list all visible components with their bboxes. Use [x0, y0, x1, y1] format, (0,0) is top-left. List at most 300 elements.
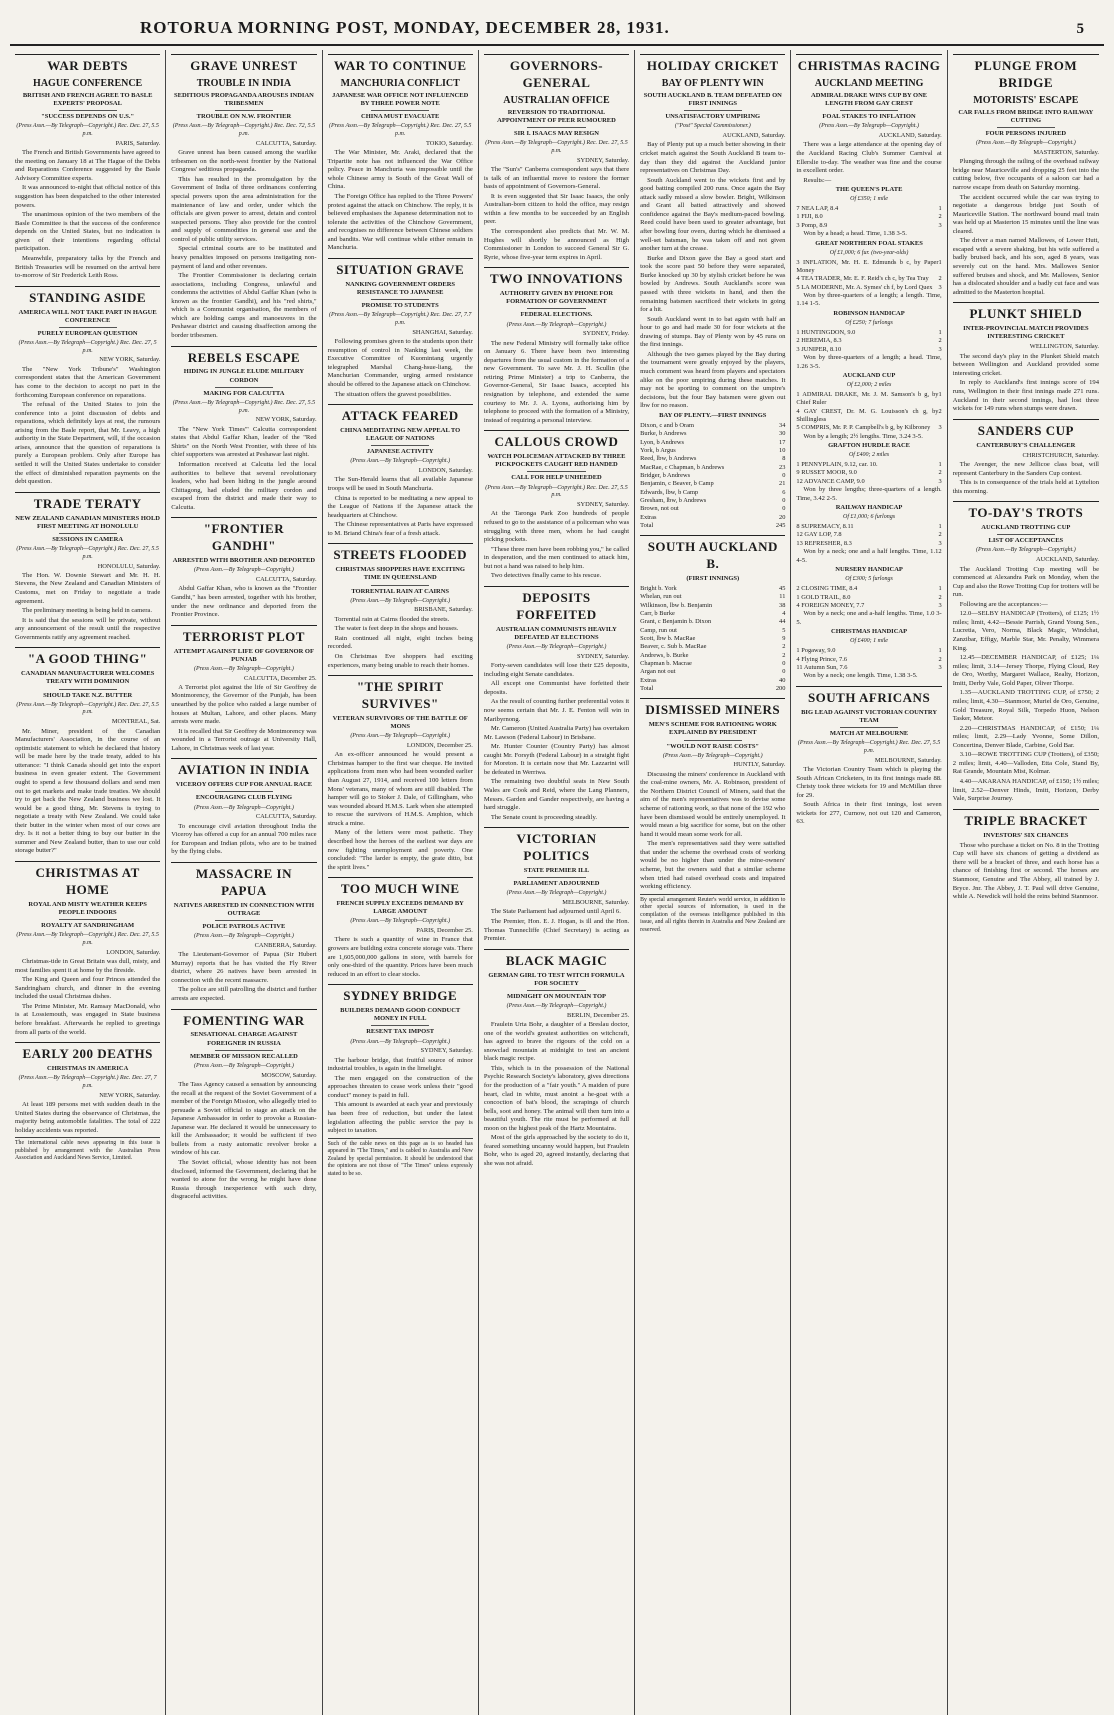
horse-name: 1 PENNYPLAIN, 9.12, car. 10.: [796, 461, 878, 469]
article-deck: MAKING FOR CALCUTTA: [203, 389, 285, 397]
race-note: Won by a neck; one length. Time, 1.38 3-5.: [803, 672, 918, 680]
score-row: [640, 447, 785, 455]
paragraph: 12.0—SELBY HANDICAP (Trotters), of £125; 1½ miles; limit, 4.42—Bessie Parrish, Grand Young Sen., Lucretia, Vero, Norma, Black Magic, Windchat, Zanzibar, Effigy, Marble Star, Mr. Penalty, Wimmera King.: [952, 610, 1099, 652]
article-headline: DEPOSITS FORFEITED: [484, 586, 629, 624]
score-value: 44: [779, 618, 786, 626]
paragraph: To encourage civil aviation throughout India the Viceroy has offered a cup for an annual 700 miles race for European and Indian pilots, who are to be trained by the flying clubs.: [171, 822, 317, 856]
placing: 3: [938, 283, 942, 291]
article-subhead: AUSTRALIAN OFFICE: [503, 94, 610, 106]
article-deck: TROUBLE ON N.W. FRONTIER: [196, 113, 292, 121]
dateline: LONDON, Saturday.: [106, 948, 161, 956]
placing: 3: [938, 477, 942, 485]
divider-rule: [215, 110, 273, 111]
press-credit: (Press Assn.—By Telegraph—Copyright.) Rec. Dec. 27, 5.5 p.m.: [485, 140, 628, 154]
divider-rule: [527, 990, 585, 991]
column-6: [791, 50, 947, 1715]
press-credit: (Press Assn.—By Telegraph—Copyright.): [350, 733, 451, 740]
scoreboard-title: BAY OF PLENTY.—FIRST INNINGS: [659, 411, 767, 419]
article-subhead: HAGUE CONFERENCE: [33, 77, 143, 89]
paragraph: South Africa in their first innings, lost seven wickets for 277, Curnow, not out 120 and Cameron, 63.: [796, 801, 942, 826]
score-value: 2: [782, 643, 786, 651]
race-name: GRAFTON HURDLE RACE: [828, 442, 910, 450]
score-row: [640, 489, 785, 497]
paragraph: Those who purchase a ticket on No. 8 in the Trotting Cup will have six chances of getting a dividend as there will be a bracket of three, and each horse has a chance of finishing first or second. The horses are Stanmoor, Genuine and The Abbey, all trained by J. Bryce. Jnr. The Abbey, J. T. Paul will drive Genuine, while A. Newdick will hold the reins behind Stanmoor.: [952, 841, 1099, 901]
article-headline: DISMISSED MINERS: [640, 698, 785, 719]
race-row: [796, 284, 941, 292]
race-row: [796, 259, 941, 276]
paragraph: 12.45—DECEMBER HANDICAP, of £125; 1¼ miles; limit, 3.14—Jersey Thorpe, Flying Cloud, Rey de Oro, Worthy, Margaret Wallace, Realty, Horizon, Imitt, Derby Vale, Gold Paper, Oliver Thorpe.: [952, 654, 1099, 687]
paragraph: The French and British Governments have agreed to the meeting on January 18 at The Hague of the Debts and Reparations Conference suggested by the Basle Advisory Committee experts.: [15, 149, 161, 182]
score-name: Beaver, c. Sub b. MacRae: [640, 643, 707, 651]
dateline: CALCUTTA, Saturday.: [255, 576, 317, 584]
paragraph: The unanimous opinion of the two members of the Basle Committee is that the success of the conference depends on the United States, but no indication is given of their intentions regarding official participation.: [15, 211, 161, 253]
article: [953, 302, 1099, 413]
score-name: Total: [640, 521, 654, 529]
race-results: [796, 647, 941, 672]
article-deck: JAPANESE ACTIVITY: [366, 448, 434, 456]
dateline: AUCKLAND, Saturday.: [1036, 556, 1099, 564]
dateline: SHANGHAI, Saturday.: [412, 328, 473, 336]
paragraph: Forty-seven candidates will lose their £25 deposits, including eight Senate candidates.: [483, 662, 630, 678]
divider-rule: [215, 920, 273, 921]
placing: 3: [938, 601, 942, 609]
race-row: [796, 523, 941, 531]
paragraph: Plunging through the railing of the overhead railway bridge near Mauriceville and dropping 25 feet into the cutting below, five occupants of a saloon car had a narrow escape from death on Saturday morning.: [952, 158, 1099, 191]
footnote: By special arrangement Reuter's world service, in addition to other special sources of information, is used in the compilation of the overseas intelligence published in this issue, and all rights therein in Australia and New Zealand are reserved.: [640, 894, 785, 935]
press-credit: (Press Assn.—By Telegraph—Copyright.) Rec. Dec. 27, 7.7 p.m.: [328, 312, 472, 326]
race-row: [796, 478, 941, 486]
article-deck: UNSATISFACTORY UMPIRING: [665, 113, 761, 121]
score-row: [640, 593, 785, 601]
score-value: 2: [782, 651, 786, 659]
article: [953, 54, 1099, 297]
score-name: Lyon, b Andrews: [640, 438, 684, 446]
score-name: Camp, run out: [640, 626, 677, 634]
article-deck: INTER-PROVINCIAL MATCH PROVIDES INTERESTING CRICKET: [963, 325, 1089, 341]
column-3: [323, 50, 479, 1715]
divider-rule: [215, 791, 273, 792]
score-name: Whelan, run out: [640, 593, 682, 601]
article-deck: BIG LEAD AGAINST VICTORIAN COUNTRY TEAM: [801, 708, 938, 724]
race-results: [796, 523, 941, 548]
article: [640, 54, 785, 530]
race-row: [796, 329, 941, 337]
horse-name: 1 HUNTINGDON, 9.0: [796, 328, 856, 336]
score-value: 0: [782, 496, 786, 504]
race-row: [796, 346, 941, 354]
horse-name: 3 JUNIPER, 8.10: [796, 345, 842, 353]
paragraph: The preliminary meeting is being held in camera.: [22, 607, 152, 615]
score-row: [640, 455, 785, 463]
dateline: TOKIO, Saturday.: [425, 139, 473, 147]
placing: 1: [938, 647, 942, 655]
dateline: NEW YORK, Saturday.: [99, 356, 161, 364]
divider-rule: [59, 919, 117, 920]
article: [484, 827, 629, 943]
press-credit: (Press Assn.—By Telegraph—Copyright.): [506, 1002, 607, 1009]
article-headline: SANDERS CUP: [953, 419, 1099, 440]
score-value: 23: [779, 463, 786, 471]
article-headline: AVIATION IN INDIA: [171, 758, 316, 779]
article-deck: AUTHORITY GIVEN BY PHONE FOR FORMATION OF GOVERNMENT: [499, 290, 614, 306]
paragraph: This has resulted in the promulgation by the Government of India of three ordinances conferring special powers upon the area administration for the maintenance of law and order, under which the officials are given power to arrest, detain and control suspected persons. They also provide for the control and supply of commodities in general use and the control of public utility services.: [171, 175, 317, 243]
paragraph: The Sun-Herald learns that all available Japanese troops will be used in South Manchuria.: [327, 476, 473, 493]
article-deck: WATCH POLICEMAN ATTACKED BY THREE PICKPOCKETS CAUGHT RED HANDED: [487, 453, 626, 469]
race-note: Won by a neck; one and a half lengths. Time, 1.12 4-5.: [796, 548, 942, 564]
score-row: [640, 668, 785, 676]
article-deck: INVESTORS' SIX CHANCES: [983, 831, 1069, 839]
dateline: MOSCOW, Saturday.: [261, 1071, 317, 1079]
score-row: [640, 522, 785, 530]
article-headline: GOVERNORS-GENERAL: [484, 54, 629, 92]
article-deck: BRITISH AND FRENCH AGREE TO BASLE EXPERTS' PROPOSAL: [22, 91, 153, 108]
press-credit: (Press Assn.—By Telegraph—Copyright.) Rec. Dec. 27, 5 p.m.: [18, 339, 157, 354]
article: [328, 258, 473, 399]
paragraph: This, which is in the possession of the National Psychic Research Society's laboratory, gives directions for the production of a "fair youth." A maiden of pure heart, clad in white, must anoint a he-goat with a concoction of bat's blood, the scrapings of church bells, soot and honey. The animal will then turn into a beautiful youth. The rite must be performed at full moon on the highest peak of the Hartz Mountains.: [483, 1064, 630, 1132]
paragraph: The Avenger, the new Jellicoe class boat, will represent Canterbury in the Sanders Cup contest.: [952, 461, 1099, 477]
article-headline: "FRONTIER GANDHI": [171, 517, 316, 555]
scoreboard: [640, 585, 785, 693]
score-row: [640, 472, 785, 480]
article: [796, 686, 941, 827]
article-deck: MATCH AT MELBOURNE: [829, 729, 909, 737]
press-credit: (Press Assn.—By Telegraph—Copyright.): [506, 890, 607, 897]
race-row: [796, 205, 941, 213]
paragraph: 4.40—AKARANA HANDICAP, of £150; 1½ miles; limit, 2.52—Denver Hinds, Imitt, Horizon, Derby Vale, Surprise Journey.: [952, 778, 1099, 803]
article-deck: NATIVES ARRESTED IN CONNECTION WITH OUTRAGE: [173, 901, 315, 917]
placing: 1: [938, 461, 942, 469]
paragraph: 2.20—CHRISTMAS HANDICAP, of £150; 1¼ miles; limit, 2.29—Lady Yvonne, Some Dillon, Concertina, Denver Blade, Carbine, Gold Bar.: [952, 724, 1099, 749]
press-credit: (Press Assn.—By Telegraph—Copyright.): [350, 458, 451, 465]
race-row: [796, 531, 941, 539]
paragraph: Although the two games played by the Bay during the tournament were greatly enjoyed by the players, much comment was heard from players and spectators alike on the poor umpiring during these matches. It may not be sporting to comment on the umpire's decisions, but the four Bay batsmen were given out lbw for no reason.: [640, 350, 786, 410]
horse-name: 1 FIJI, 8.0: [796, 213, 823, 221]
article: [171, 625, 316, 754]
placing: 1: [938, 390, 942, 398]
score-row: [640, 602, 785, 610]
horse-name: 13 REFRESHER, 8.3: [796, 539, 852, 547]
article-deck: FOAL STAKES TO INFLATION: [822, 113, 916, 121]
article-headline: WAR TO CONTINUE: [328, 54, 473, 75]
paragraph: Results:—: [803, 176, 832, 184]
article-headline: TO-DAY'S TROTS: [953, 501, 1099, 522]
paragraph: The Auckland Trotting Cup meeting will be commenced at Alexandra Park on Monday, when the Cup and also the Rowe Trotting Cup for trotters will be run.: [952, 565, 1099, 599]
paragraph: An ex-officer announced he would present a Christmas hamper to the first war cheque. He invited applications from men who had been wounded earlier than August 27, 1914, and received 100 letters from Mons' veterans, many of whom are still disabled. The hamper will go to Stoker J. Dale, of Gillingham, who was wounded aboard H.M.S. Lark when she attempted to rescue the survivors of H.M.S. Amphion, which struck a mine.: [327, 751, 473, 827]
article: [15, 492, 160, 643]
race-name: GREAT NORTHERN FOAL STAKES: [815, 239, 923, 247]
score-name: Scott, lbw b. MacRae: [640, 635, 696, 643]
article-deck: ENCOURAGING CLUB FLYING: [195, 794, 293, 802]
score-name: Reed, lbw, b Andrews: [640, 455, 697, 463]
race-name: ROBINSON HANDICAP: [833, 310, 905, 318]
score-value: 0: [782, 471, 786, 479]
paragraph: Mr. Cameron (United Australia Party) has overtaken Mr. Lawson (Federal Labour) in Brisbane.: [483, 725, 630, 741]
article-headline: BLACK MAGIC: [484, 949, 629, 970]
article-deck: FEDERAL ELECTIONS.: [520, 311, 593, 319]
score-value: 4: [782, 610, 786, 618]
placing: 2: [938, 407, 942, 415]
divider-rule: [527, 308, 585, 309]
article: [328, 984, 473, 1178]
article-deck: ROYAL AND MISTY WEATHER KEEPS PEOPLE INDOORS: [28, 900, 147, 916]
article: [171, 54, 316, 341]
article-deck: CALL FOR HELP UNHEEDED: [511, 474, 602, 482]
article: [484, 430, 629, 581]
paragraph: The "Sun's" Canberra correspondent says that there is talk of an influential move to restore the former basis of appointment of Governors-General.: [483, 166, 630, 191]
horse-name: 4 GAY CREST, Dr. M. G. Louisson's ch g, by Shillingless: [796, 407, 939, 423]
paragraph: Two detectives finally came to his rescue.: [490, 572, 602, 580]
press-credit: (Press Assn.—By Telegraph—Copyright.) Rec. Dec. 27, 7 p.m.: [18, 1075, 157, 1089]
paragraph: This is in consequence of the trials held at Lyttelton this morning.: [952, 479, 1099, 495]
column-1: [10, 50, 166, 1715]
divider-rule: [371, 110, 429, 111]
article-deck: AUSTRALIAN COMMUNISTS HEAVILY DEFEATED AT ELECTIONS: [496, 625, 617, 641]
article-deck: VETERAN SURVIVORS OF THE BATTLE OF MONS: [332, 714, 468, 731]
article-deck: ARRESTED WITH BROTHER AND DEPORTED: [172, 557, 316, 565]
article: [640, 698, 785, 934]
race-detail: Of £400; 2 miles: [848, 452, 890, 459]
dateline: MELBOURNE, Saturday.: [562, 899, 630, 907]
horse-name: 3 INFLATION, Mr. H. E. Edmunds b c, by Paper Money: [796, 258, 939, 274]
horse-name: 11 Autumn Sun, 7.6: [796, 663, 848, 671]
article-subhead: MANCHURIA CONFLICT: [340, 77, 460, 89]
race-row: [796, 275, 941, 283]
article-deck: "WOULD NOT RAISE COSTS": [666, 742, 760, 750]
article: [328, 675, 473, 872]
page-number: 5: [1076, 21, 1084, 37]
score-name: Wilkinson, lbw b. Benjamin: [640, 601, 713, 609]
article: [171, 517, 316, 619]
press-credit: (Press Assn.—By Telegraph—Copyright.) Rec. Dec. 27, 5.5 p.m.: [797, 740, 941, 754]
paragraph: On Christmas Eve shoppers had exciting experiences, many being unable to reach their homes.: [327, 653, 473, 669]
dateline: SYDNEY, Friday.: [582, 330, 630, 338]
score-name: Dixon, c and b Oram: [640, 421, 694, 429]
paragraph: Torrential rain at Cairns flooded the streets.: [334, 615, 450, 623]
divider-rule: [59, 110, 117, 111]
score-name: Chapman b. Macrae: [640, 660, 692, 668]
article: [171, 758, 316, 857]
horse-name: 8 SUPREMACY, 8.11: [796, 523, 854, 531]
article: [328, 543, 473, 670]
column-4: [479, 50, 635, 1715]
race-results: [796, 205, 941, 230]
press-credit: (Press Assn.—By Telegraph—Copyright.): [506, 321, 607, 328]
article-headline: CALLOUS CROWD: [484, 430, 629, 451]
article: [171, 346, 316, 513]
race-row: [796, 222, 941, 230]
article-deck: CHINA MEDITATING NEW APPEAL TO LEAGUE OF NATIONS: [340, 426, 461, 443]
article-deck: CAR FALLS FROM BRIDGE INTO RAILWAY CUTTING: [958, 108, 1094, 124]
paragraph: The water is feet deep in the shops and houses.: [334, 625, 459, 633]
article-deck: AUCKLAND TROTTING CUP: [981, 524, 1071, 532]
article: [15, 647, 160, 856]
score-name: Extras: [640, 676, 657, 684]
article-deck: LIST OF ACCEPTANCES: [988, 537, 1064, 545]
paragraph: China is reported to be meditating a new appeal to the League of Nations if the Japanese attack the headquarters at Chinchow.: [327, 494, 473, 519]
score-value: 0: [782, 505, 786, 513]
article: [171, 862, 316, 1004]
paragraph: Discussing the miners' conference in Auckland with the coal-mine owners, Mr. A. Robinson, president of the Northern District Council of Miners, said that the aim of the men's representatives was to devise some scheme of rationing work, so that none of the 192 who have been dismissed would be entirely unemployed. It would mean a big sacrifice for some, but on the other hand it would mean some work for all.: [640, 770, 786, 838]
race-results: [796, 259, 941, 292]
paragraph: A Terrorist plot against the life of Sir Geoffrey de Montmorency, the Governor of the Punjab, has been unearthed by the police who raided a large number of houses at Multan, Lahore, and other places. Many arrests were made.: [171, 683, 317, 726]
article-deck: PROMISE TO STUDENTS: [361, 302, 439, 310]
paragraph: This amount is awarded at each year and previously has been free of reduction, but under the latest legislation affecting the public service the pay is subject to taxation.: [327, 1101, 473, 1135]
press-credit: (Press Assn.—By Telegraph—Copyright.): [662, 752, 763, 759]
article-headline: HOLIDAY CRICKET: [640, 54, 785, 75]
press-credit: (Press Assn.—By Telegraph—Copyright.): [350, 918, 451, 925]
score-name: Andrews, b. Burke: [640, 651, 689, 659]
score-name: MacRae, c Chapman, b Andrews: [640, 463, 725, 471]
race-detail: Of £1,000; 6 furlongs: [843, 514, 896, 521]
paragraph: Most of the girls approached by the society to do it, feared something uncanny would happen, but Fraulein Bohr, who is aged 20, agreed instantly, declaring that she was not afraid.: [483, 1134, 630, 1168]
dateline: HONOLULU, Saturday.: [97, 562, 161, 570]
paragraph: Bay of Plenty put up a much better showing in their cricket match against the South Auckland B team to-day than they did against the Auckland junior representatives on Christmas Day.: [640, 141, 786, 175]
horse-name: 7 NEA LAP, 8.4: [796, 205, 839, 213]
paragraph: The Foreign Office has replied to the Three Powers' protest against the attack on Chinchow. The reply, it is believed emphasises the Japanese determination not to tolerate the activities of the Chinchow Government, and recognises no difference between Chinese soldiers and bandits. War will continue while either remain in Manchuria.: [327, 193, 473, 252]
article: [953, 809, 1099, 902]
paragraph: The men's representatives said they were satisfied that under the scheme the overhead costs of working would be no higher than under the mine-owners' scheme, but the owners said that a similar scheme when tried had raised overhead costs and impaired working efficiency.: [640, 840, 786, 891]
score-value: 8: [782, 455, 786, 463]
race-row: [796, 647, 941, 655]
race-results: [796, 391, 941, 433]
score-value: 40: [779, 676, 786, 684]
paragraph: There was a large attendance at the opening day of the Auckland Racing Club's Summer Carnival at Ellerslie to-day. The weather was fine and the course in excellent order.: [796, 141, 942, 175]
horse-name: 1 Pogaway, 9.0: [796, 647, 836, 655]
paragraph: The correspondent also predicts that Mr. W. M. Hughes will shortly be announced as High Commissioner in London to succeed General Sir G. Ryrie, whose five-year term expires in April.: [483, 228, 630, 261]
race-detail: Of £350; 1 mile: [850, 196, 888, 203]
race-row: [796, 540, 941, 548]
score-name: Gresham, lbw, b Andrews: [640, 496, 707, 504]
paragraph: The War Minister, Mr. Araki, declared that the Tripartite note has not influenced the War Office policy. Peace in Manchuria was impossible until the whole Chinese army is South of the Great Wall of China.: [327, 149, 473, 191]
article-deck: MEN'S SCHEME FOR RATIONING WORK EXPLAINED BY PRESIDENT: [648, 721, 777, 737]
dateline: AUCKLAND, Saturday.: [722, 132, 786, 140]
score-row: [640, 464, 785, 472]
masthead: [10, 18, 1104, 46]
article: [171, 1009, 316, 1202]
dateline: PARIS, December 25.: [416, 927, 473, 935]
article: [953, 501, 1099, 803]
score-name: Edwards, lbw, b Camp: [640, 488, 699, 496]
paragraph: Following are the acceptances:—: [959, 600, 1048, 608]
article-deck: NANKING GOVERNMENT ORDERS RESISTANCE TO JAPANESE: [345, 280, 456, 296]
race-name: RAILWAY HANDICAP: [835, 504, 903, 512]
placing: 3: [938, 424, 942, 432]
race-row: [796, 391, 941, 408]
paragraph: As the result of counting further preferential votes it now seems certain that Mr. J. E. Fenton will win in Maribyrnong.: [483, 698, 630, 723]
placing: 2: [938, 593, 942, 601]
dateline: PARIS, Saturday.: [115, 139, 161, 147]
horse-name: 1 ADMIRAL DRAKE, Mr. J. M. Samson's b g, by Chief Ruler: [796, 390, 939, 407]
paragraph: The driver a man named Mallowes, of Lower Hutt, escaped with a severe shaking, but his wife suffered a badly bruised back, and his son, aged 8 years, was severely cut on the hand. Mrs. Mallowes Senior suffered bruises and shock, and Mr. Mallowes, Senior has a dislocated shoulder and a badly cut face and was admitted to the Masterton hospital.: [952, 237, 1099, 296]
article-deck: PURELY EUROPEAN QUESTION: [37, 329, 138, 337]
score-value: 6: [782, 488, 786, 496]
article: [15, 861, 160, 1037]
race-row: [796, 461, 941, 469]
score-value: 9: [782, 635, 786, 643]
placing: 2: [938, 531, 942, 539]
article-headline: ATTACK FEARED: [328, 404, 473, 425]
article-deck: VICEROY OFFERS CUP FOR ANNUAL RACE: [175, 781, 313, 789]
horse-name: 2 HEREMIA, 8.3: [796, 337, 842, 345]
dateline: MASTERTON, Saturday.: [1033, 148, 1099, 156]
horse-name: 9 RUSSET MOOR, 9.0: [796, 469, 857, 477]
dateline: CHRISTCHURCH, Saturday.: [1022, 451, 1099, 459]
paragraph: The Premier, Hon. E. J. Hogan, is ill and the Hon. Thomas Tunnecliffe (Chief Secretary) is acting as Premier.: [483, 917, 630, 943]
paragraph: At least 189 persons met with sudden death in the United States during the observance of Christmas, the majority being automobile fatalities. The total of 222 holiday accidents was reported.: [15, 1101, 161, 1134]
paragraph: The refusal of the United States to join the conference into a joint discussion of debts and reparations, which definitely lays at rest, the rumours arising from the Basle report, that Mr. Leavy, a high authority in the State Department, will, if the occasion arises, announce that the question of reparations is purely a European problem. Only after Europe has settled it will the United States undertake to consider the effect of diminished reparation payments on the debt question.: [15, 401, 161, 486]
article: [953, 419, 1099, 497]
footnote: The international cable news appearing in this issue is published by arrangement with the Australian Press Association and Auckland News Service, Limited.: [15, 1137, 160, 1163]
article-deck: AMERICA WILL NOT TAKE PART IN HAGUE CONFERENCE: [18, 308, 157, 324]
article-headline: SOUTH AFRICANS: [796, 686, 941, 707]
score-name: Bright b. York: [640, 585, 677, 593]
score-name: Total: [640, 685, 654, 693]
paragraph: Meanwhile, preparatory talks by the French and British Treasuries will be resumed on the arrival here to-morrow of Sir Frederick Leith Ross.: [15, 254, 161, 280]
article-deck: BUILDERS DEMAND GOOD CONDUCT MONEY IN FULL: [340, 1007, 461, 1023]
press-credit: (Press Assn.—By Telegraph—Copyright.): [194, 665, 294, 672]
article-headline: EARLY 200 DEATHS: [15, 1042, 160, 1063]
paragraph: South Auckland went in to bat again with half an hour to go and had made 30 for four wickets at the drawing of stumps. Bay of Plenty won by 45 runs on the first innings.: [640, 315, 786, 349]
article-subhead: AUCKLAND MEETING: [814, 77, 924, 89]
article-deck: NEW ZEALAND CANADIAN MINISTERS HOLD FIRST MEETING AT HONOLULU: [15, 514, 160, 530]
score-value: 30: [779, 430, 786, 438]
divider-rule: [684, 110, 742, 111]
placing: 1: [938, 205, 942, 213]
paragraph: Many of the letters were most pathetic. They described how the heroes of the earliest war days are now fighting unemployment and poverty. One concluded: "The larder is empty, the grate ditto, but the spirit lives.": [327, 829, 473, 871]
article: [15, 1042, 160, 1163]
article-headline: TERRORIST PLOT: [171, 625, 316, 646]
article-headline: SITUATION GRAVE: [328, 258, 473, 279]
article: [796, 54, 941, 681]
article-deck: HIDING IN JUNGLE ELUDE MILITARY CORDON: [183, 368, 305, 384]
paragraph: South Auckland went to the wickets first and by good batting compiled 200 runs. Once again the Bay attack sadly missed a slow bowler. Bright, Wilkinson and Grant all batted attractively and showed confidence against the Bay's medium-paced bowling. Reed could have been used to greater advantage, but after bowling four overs, during which he dismissed a well-set batsman, he was taken off and not given another turn at the crease.: [640, 176, 786, 253]
score-value: 10: [779, 446, 786, 454]
article-deck: RESENT TAX IMPOST: [366, 1028, 435, 1036]
column-7: [948, 50, 1104, 1715]
article-headline: FOMENTING WAR: [171, 1009, 316, 1030]
article-deck: FOUR PERSONS INJURED: [985, 130, 1067, 138]
article-headline: MASSACRE IN PAPUA: [171, 862, 316, 900]
article-deck: MEMBER OF MISSION RECALLED: [189, 1052, 298, 1060]
race-results: [796, 329, 941, 354]
paragraph: Grave unrest has been caused among the warlike tribesmen on the north-west frontier by the National Congress' seditious propaganda.: [171, 149, 317, 174]
press-credit: (Press Assn.—By Telegraph—Copyright.) Rec. Dec. 27, 5.5 p.m.: [485, 484, 628, 499]
score-name: Brown, not out: [640, 505, 679, 513]
divider-rule: [371, 445, 429, 446]
placing: 2: [938, 469, 942, 477]
paragraph: The accident occurred while the car was trying to negotiate a dangerous bridge just South of Mauriceville Station. The northward bound mail train was held up at Masterton 15 minutes until the line was cleared.: [952, 193, 1099, 235]
article-deck: CHRISTMAS IN AMERICA: [47, 1065, 129, 1073]
paragraph: The harbour bridge, that fruitful source of minor industrial troubles, is again in the limelight.: [327, 1056, 473, 1073]
paragraph: At the Taronga Park Zoo hundreds of people refused to go to the assistance of a policeman who was struggling with three men, whom he had caught picking pockets.: [483, 510, 630, 544]
divider-rule: [59, 689, 117, 690]
press-credit: (Press Assn.—By Telegraph—Copyright.) Rec. Dec. 27, 5.5 p.m.: [328, 123, 472, 138]
horse-name: 2 CLOSING TIME, 8.4: [796, 585, 858, 593]
article-deck: SESSIONS IN CAMERA: [52, 535, 124, 543]
score-name: Burke, b Andrews: [640, 430, 687, 438]
dateline: CALCUTTA, December 25.: [243, 674, 317, 682]
race-row: [796, 424, 941, 432]
paragraph: The remaining two doubtful seats in New South Wales are Cook and Reid, where the Lang Planners, Messrs. Garden and Gander respectively, are having a hard struggle.: [483, 778, 630, 812]
footnote: Such of the cable news on this page as is so headed has appeared in "The Times," and is cabled to Australia and New Zealand by special permission. It should be understood that the opinions are not those of "The Times" unless expressly stated to be so.: [328, 1138, 473, 1179]
race-row: [796, 594, 941, 602]
article-deck: TORRENTIAL RAIN AT CAIRNS: [351, 587, 450, 595]
score-row: [640, 422, 785, 430]
race-name: THE QUEEN'S PLATE: [835, 186, 903, 194]
article-headline: SOUTH AUCKLAND B.: [640, 535, 785, 573]
race-row: [796, 602, 941, 610]
score-row: [640, 635, 785, 643]
